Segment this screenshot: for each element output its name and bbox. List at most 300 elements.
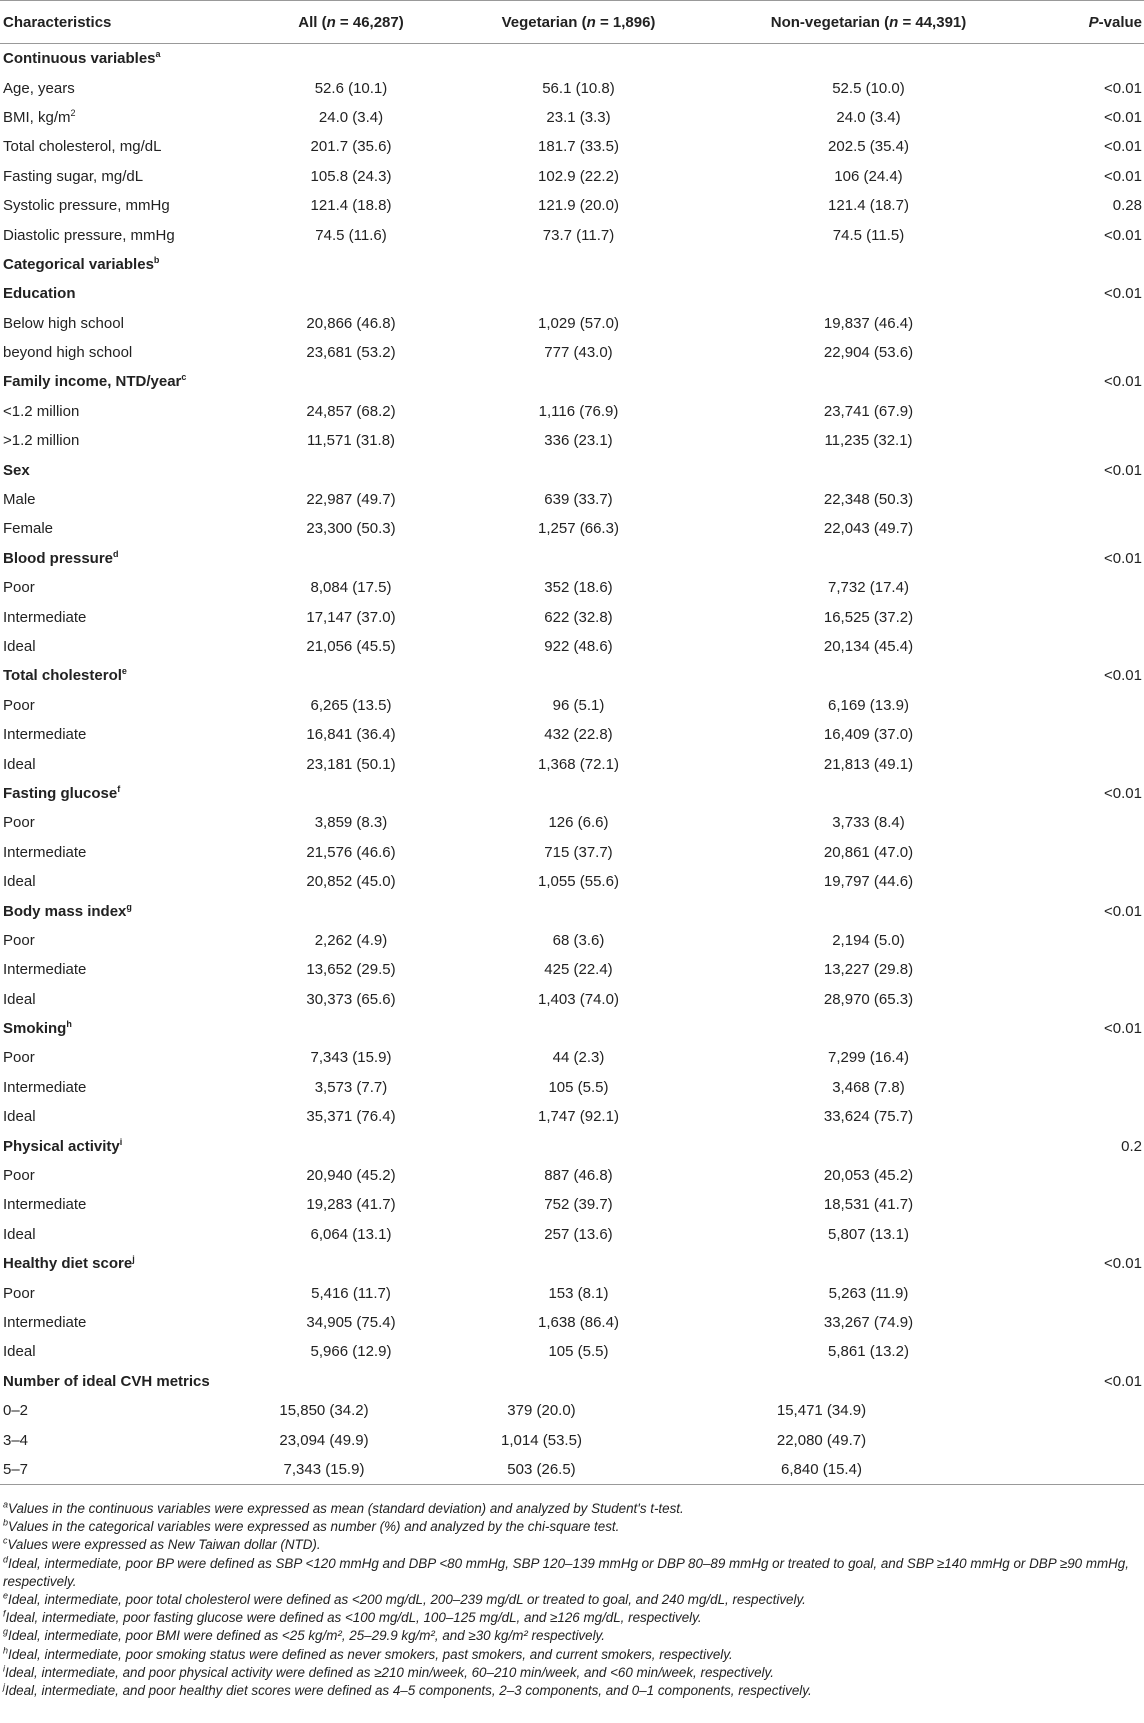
superscript-mark: j <box>132 1254 135 1265</box>
cell-p-value <box>1035 397 1144 426</box>
cell-all: 7,343 (15.9) <box>310 1049 392 1067</box>
cell-all: 11,571 (31.8) <box>306 432 396 450</box>
cell-vegetarian: 887 (46.8) <box>544 1167 613 1185</box>
table-row <box>0 632 1144 661</box>
cell-all: 22,987 (49.7) <box>306 491 396 509</box>
cell-vegetarian <box>455 455 705 484</box>
row-label <box>0 779 250 808</box>
table-row <box>0 838 1144 867</box>
cell-vegetarian: 1,747 (92.1) <box>538 1108 619 1126</box>
cell-non-vegetarian: 18,531 (41.7) <box>823 1196 914 1214</box>
footnote-text: Values in the categorical variables were expressed as number (%) and analyzed by the chi-square test. <box>8 1519 620 1535</box>
cell-all: 6,265 (13.5) <box>310 696 392 714</box>
cell-all <box>250 896 455 925</box>
superscript-mark: h <box>66 1019 72 1030</box>
table-row <box>0 1190 1144 1219</box>
cell-p-value <box>1035 1190 1144 1219</box>
group-header-row <box>0 896 1144 925</box>
cell-p-value: <0.01 <box>1104 667 1142 685</box>
cell-p-value <box>1035 838 1144 867</box>
cell-non-vegetarian: 22,904 (53.6) <box>823 344 914 362</box>
cell-vegetarian: 379 (20.0) <box>507 1402 576 1420</box>
cell-non-vegetarian: 28,970 (65.3) <box>823 990 914 1008</box>
cell-p-value: <0.01 <box>1104 226 1142 244</box>
cell-vegetarian: 181.7 (33.5) <box>538 138 619 156</box>
row-label <box>0 397 250 426</box>
superscript-mark: f <box>117 783 121 794</box>
cell-non-vegetarian <box>705 661 1035 690</box>
cell-vegetarian: 503 (26.5) <box>455 1455 705 1485</box>
cell-non-vegetarian: 3,468 (7.8) <box>832 1078 905 1096</box>
row-label <box>0 367 250 396</box>
cell-all: 3,573 (7.7) <box>314 1078 388 1096</box>
cell-p-value <box>1035 926 1144 955</box>
footnote <box>3 1664 1139 1682</box>
superscript-mark: i <box>119 1136 123 1147</box>
footnote-text: Ideal, intermediate, poor BP were defined as SBP <120 mmHg and DBP <80 mmHg, SBP 120–139 mmHg or DBP 80–89 mmHg or treated to goal, and SBP ≥140 mmHg or DBP ≥90 mmHg, respectively. <box>3 1555 1129 1589</box>
cell-vegetarian <box>455 1367 705 1396</box>
row-label-text: BMI, kg/m <box>3 108 71 126</box>
row-label-text: Below high school <box>3 314 124 332</box>
cell-non-vegetarian: 19,837 (46.4) <box>823 314 914 332</box>
cell-p-value <box>1035 691 1144 720</box>
row-label-text: 0–2 <box>3 1402 29 1420</box>
cell-all <box>250 1131 455 1160</box>
row-label <box>0 309 250 338</box>
row-label-text: Male <box>3 491 36 509</box>
table-row <box>0 1102 1144 1131</box>
cell-p-value: <0.01 <box>1104 902 1142 920</box>
cell-vegetarian: 352 (18.6) <box>544 579 613 597</box>
cell-vegetarian: 336 (23.1) <box>544 432 613 450</box>
group-header-row <box>0 455 1144 484</box>
row-label-text: Categorical variables <box>3 255 154 273</box>
cell-all: 24.0 (3.4) <box>318 108 384 126</box>
cell-non-vegetarian: 3,733 (8.4) <box>832 814 905 832</box>
cell-vegetarian <box>455 250 705 279</box>
row-label <box>0 955 250 984</box>
cell-non-vegetarian <box>705 896 1035 925</box>
cell-non-vegetarian: 21,813 (49.1) <box>823 755 914 773</box>
table-row <box>0 426 1144 455</box>
footnote-mark: i <box>3 1663 5 1674</box>
row-label <box>0 132 250 161</box>
cell-p-value <box>1035 514 1144 543</box>
table-row <box>0 720 1144 749</box>
table-row <box>0 867 1144 896</box>
cell-p-value <box>1035 1102 1144 1131</box>
cell-p-value: <0.01 <box>1104 1255 1142 1273</box>
cell-vegetarian: 1,257 (66.3) <box>538 520 619 538</box>
cell-vegetarian: 105 (5.5) <box>548 1078 609 1096</box>
row-label-text: Intermediate <box>3 961 87 979</box>
cell-all: 24,857 (68.2) <box>306 402 396 420</box>
cell-all: 5,416 (11.7) <box>311 1284 391 1302</box>
cell-non-vegetarian: 15,471 (34.9) <box>776 1402 867 1420</box>
row-label-text: 3–4 <box>3 1431 29 1449</box>
cell-vegetarian: 622 (32.8) <box>544 608 613 626</box>
cell-vegetarian: 639 (33.7) <box>544 491 613 509</box>
row-label-text: Smoking <box>3 1020 67 1038</box>
table-row <box>0 1308 1144 1337</box>
row-label-text: <1.2 million <box>3 402 80 420</box>
row-label-text: Intermediate <box>3 1196 87 1214</box>
row-label <box>0 1249 250 1278</box>
row-label-text: Ideal <box>3 1343 36 1361</box>
header-vegetarian: Vegetarian (n = 1,896) <box>455 1 705 44</box>
cell-non-vegetarian: 7,299 (16.4) <box>828 1049 909 1067</box>
cell-vegetarian: 1,368 (72.1) <box>538 755 619 773</box>
header-p-value: P-value <box>1035 1 1144 44</box>
row-label <box>0 1367 250 1396</box>
cell-all: 34,905 (75.4) <box>306 1313 396 1331</box>
row-label-text: Intermediate <box>3 1078 87 1096</box>
cell-all: 105.8 (24.3) <box>310 167 392 185</box>
cell-p-value <box>1035 867 1144 896</box>
group-header-row <box>0 1249 1144 1278</box>
cell-all: 21,056 (45.5) <box>306 638 396 655</box>
table-row <box>0 1220 1144 1249</box>
cell-vegetarian: 105 (5.5) <box>548 1343 609 1361</box>
header-row <box>0 1 1144 44</box>
cell-all <box>250 279 455 308</box>
table-row <box>0 573 1144 602</box>
row-label <box>0 250 250 279</box>
cell-vegetarian: 56.1 (10.8) <box>542 79 615 97</box>
footnote-mark: a <box>3 1499 9 1510</box>
row-label-text: Ideal <box>3 990 36 1008</box>
cell-non-vegetarian: 20,134 (45.4) <box>823 638 914 655</box>
row-label-text: Intermediate <box>3 1313 87 1331</box>
row-label-text: >1.2 million <box>3 432 80 450</box>
cell-p-value <box>1035 720 1144 749</box>
cell-non-vegetarian: 24.0 (3.4) <box>836 108 901 126</box>
cell-non-vegetarian: 5,807 (13.1) <box>828 1225 909 1243</box>
cell-p-value: <0.01 <box>1104 1020 1142 1038</box>
row-label <box>0 573 250 602</box>
footnote-mark: f <box>3 1608 6 1619</box>
row-label-text: Ideal <box>3 1108 36 1126</box>
cell-p-value <box>1035 44 1144 74</box>
row-label-text: Healthy diet score <box>3 1255 133 1273</box>
table-row <box>0 1337 1144 1366</box>
row-label <box>0 691 250 720</box>
footnote <box>3 1609 1139 1627</box>
cell-all: 201.7 (35.6) <box>310 138 392 156</box>
cell-all <box>250 661 455 690</box>
footnote-mark: b <box>3 1517 9 1528</box>
table-row <box>0 1396 1144 1425</box>
cell-vegetarian: 715 (37.7) <box>544 843 613 861</box>
table-row <box>0 1073 1144 1102</box>
table-body <box>0 44 1144 1485</box>
cell-all: 20,866 (46.8) <box>306 314 396 332</box>
footnote-text: Ideal, intermediate, and poor physical activity were defined as ≥210 min/week, 60–210 min/week, and <60 min/week, respectively. <box>5 1664 774 1680</box>
table-row <box>0 985 1144 1014</box>
cell-all <box>250 455 455 484</box>
row-label-text: Female <box>3 520 54 538</box>
cell-p-value <box>1035 1043 1144 1072</box>
cell-vegetarian <box>455 1249 705 1278</box>
cell-non-vegetarian <box>705 1249 1035 1278</box>
cell-non-vegetarian <box>705 44 1035 74</box>
footnote-text: Ideal, intermediate, poor smoking status were defined as never smokers, past smokers, and current smokers, respectively. <box>8 1646 733 1662</box>
cell-vegetarian <box>455 779 705 808</box>
cell-non-vegetarian: 13,227 (29.8) <box>823 961 914 979</box>
row-label-text: Ideal <box>3 755 36 773</box>
cell-vegetarian <box>455 896 705 925</box>
footnote <box>3 1591 1139 1609</box>
footnote-text: Values were expressed as New Taiwan dollar (NTD). <box>7 1537 321 1553</box>
cell-all <box>250 544 455 573</box>
cell-p-value <box>1035 309 1144 338</box>
cell-non-vegetarian <box>705 1367 1035 1396</box>
cell-all <box>250 44 455 74</box>
cell-vegetarian: 1,029 (57.0) <box>538 314 619 332</box>
cell-non-vegetarian: 16,525 (37.2) <box>823 608 914 626</box>
cell-non-vegetarian <box>705 367 1035 396</box>
cell-non-vegetarian: 121.4 (18.7) <box>828 197 909 215</box>
cell-all: 23,181 (50.1) <box>306 755 396 773</box>
row-label-text: Intermediate <box>3 843 87 861</box>
cell-p-value <box>1035 1278 1144 1307</box>
table-row <box>0 73 1144 102</box>
cell-all <box>250 1014 455 1043</box>
cell-p-value <box>1035 955 1144 984</box>
cell-p-value <box>1035 250 1144 279</box>
cell-vegetarian <box>455 1014 705 1043</box>
row-label-text: Total cholesterol, mg/dL <box>3 138 162 156</box>
cell-all <box>250 250 455 279</box>
cell-all: 23,681 (53.2) <box>306 344 396 362</box>
cell-all: 23,094 (49.9) <box>279 1431 369 1449</box>
cell-all: 35,371 (76.4) <box>306 1108 396 1126</box>
row-label <box>0 720 250 749</box>
cell-non-vegetarian: 202.5 (35.4) <box>828 138 909 156</box>
table-row <box>0 514 1144 543</box>
cell-p-value <box>1035 573 1144 602</box>
cell-non-vegetarian: 7,732 (17.4) <box>828 579 909 597</box>
cell-all: 121.4 (18.8) <box>310 197 392 215</box>
row-label-text: Intermediate <box>3 726 87 744</box>
header-all: All (n = 46,287) <box>250 1 455 44</box>
cell-p-value <box>1035 426 1144 455</box>
cell-non-vegetarian: 52.5 (10.0) <box>832 79 905 97</box>
row-label <box>0 867 250 896</box>
row-label <box>0 749 250 778</box>
table-row <box>0 485 1144 514</box>
cell-p-value: <0.01 <box>1104 549 1142 567</box>
cell-non-vegetarian <box>705 455 1035 484</box>
table-row <box>0 103 1144 132</box>
cell-vegetarian: 126 (6.6) <box>548 814 609 832</box>
cell-vegetarian: 257 (13.6) <box>544 1225 613 1243</box>
row-label <box>0 985 250 1014</box>
cell-all: 6,064 (13.1) <box>310 1225 392 1243</box>
cell-vegetarian: 777 (43.0) <box>544 344 613 362</box>
cell-all: 15,850 (34.2) <box>279 1402 369 1420</box>
cell-vegetarian <box>455 279 705 308</box>
cell-non-vegetarian: 20,861 (47.0) <box>823 843 914 861</box>
cell-p-value <box>1035 485 1144 514</box>
row-label-text: Blood pressure <box>3 549 114 567</box>
row-label <box>0 191 250 220</box>
cell-vegetarian: 102.9 (22.2) <box>538 167 619 185</box>
group-header-row <box>0 367 1144 396</box>
cell-non-vegetarian <box>705 250 1035 279</box>
row-label <box>0 1425 250 1454</box>
superscript-mark: 2 <box>70 107 76 118</box>
cell-vegetarian: 1,014 (53.5) <box>501 1431 582 1449</box>
row-label-text: Sex <box>3 461 30 479</box>
cell-vegetarian <box>455 544 705 573</box>
cell-vegetarian: 153 (8.1) <box>548 1284 609 1302</box>
row-label <box>0 1455 250 1485</box>
cell-p-value: <0.01 <box>1104 138 1142 156</box>
row-label <box>0 661 250 690</box>
cell-non-vegetarian: 22,080 (49.7) <box>776 1431 867 1449</box>
row-label <box>0 1161 250 1190</box>
cell-p-value: <0.01 <box>1104 1372 1142 1390</box>
cell-non-vegetarian: 22,348 (50.3) <box>823 491 914 509</box>
footnote-mark: e <box>3 1590 9 1601</box>
cell-p-value: <0.01 <box>1104 784 1142 802</box>
cell-non-vegetarian <box>705 279 1035 308</box>
cell-non-vegetarian: 33,624 (75.7) <box>823 1108 914 1126</box>
cell-all <box>250 1249 455 1278</box>
cell-all: 23,300 (50.3) <box>306 520 396 538</box>
cell-vegetarian: 1,638 (86.4) <box>538 1313 619 1331</box>
row-label <box>0 602 250 631</box>
cell-p-value: <0.01 <box>1104 167 1142 185</box>
cell-p-value: <0.01 <box>1104 461 1142 479</box>
footnote <box>3 1536 1139 1554</box>
row-label-text: Physical activity <box>3 1137 120 1155</box>
row-label-text: Poor <box>3 1049 35 1067</box>
cell-non-vegetarian: 23,741 (67.9) <box>823 402 914 420</box>
cell-non-vegetarian: 16,409 (37.0) <box>823 726 914 744</box>
row-label-text: Poor <box>3 1167 35 1185</box>
cell-vegetarian <box>455 661 705 690</box>
cell-p-value <box>1035 1396 1144 1425</box>
footnote-text: Ideal, intermediate, poor fasting glucose were defined as <100 mg/dL, 100–125 mg/dL, and ≥126 mg/dL, respectively. <box>5 1610 702 1626</box>
row-label <box>0 1043 250 1072</box>
cell-non-vegetarian: 33,267 (74.9) <box>823 1313 914 1331</box>
row-label <box>0 455 250 484</box>
superscript-mark: g <box>126 901 132 912</box>
header-characteristics: Characteristics <box>0 1 250 44</box>
row-label-text: Systolic pressure, mmHg <box>3 197 170 215</box>
row-label <box>0 279 250 308</box>
cell-vegetarian: 1,055 (55.6) <box>538 873 619 891</box>
row-label <box>0 1278 250 1307</box>
header-non-vegetarian: Non-vegetarian (n = 44,391) <box>705 1 1035 44</box>
cell-p-value <box>1035 1337 1144 1366</box>
row-label-text: Education <box>3 285 76 303</box>
table-row <box>0 749 1144 778</box>
row-label-text: Age, years <box>3 79 75 97</box>
cell-p-value <box>1035 338 1144 367</box>
group-header-row <box>0 779 1144 808</box>
table-row <box>0 220 1144 249</box>
table-row <box>0 132 1144 161</box>
row-label <box>0 1073 250 1102</box>
cell-p-value: 0.28 <box>1112 197 1142 215</box>
row-label <box>0 808 250 837</box>
cell-vegetarian: 96 (5.1) <box>552 696 605 714</box>
row-label <box>0 1102 250 1131</box>
footnote <box>3 1518 1139 1536</box>
cell-all: 17,147 (37.0) <box>306 608 396 626</box>
superscript-mark: b <box>153 254 160 265</box>
group-header-row <box>0 1014 1144 1043</box>
group-header-row <box>0 250 1144 279</box>
row-label <box>0 1190 250 1219</box>
row-label <box>0 896 250 925</box>
cell-all: 20,940 (45.2) <box>306 1167 396 1185</box>
row-label <box>0 1220 250 1249</box>
cell-non-vegetarian <box>705 1131 1035 1160</box>
cell-vegetarian <box>455 44 705 74</box>
cell-all: 2,262 (4.9) <box>314 931 388 949</box>
footnote-mark: g <box>3 1626 9 1637</box>
row-label-text: Fasting glucose <box>3 784 118 802</box>
footnote-text: Values in the continuous variables were expressed as mean (standard deviation) and analyzed by Student's t-test. <box>8 1501 684 1516</box>
table-row <box>0 1043 1144 1072</box>
row-label <box>0 426 250 455</box>
footnote <box>3 1627 1139 1645</box>
row-label-text: Total cholesterol <box>3 667 122 685</box>
cell-all: 21,576 (46.6) <box>306 843 396 861</box>
cell-all <box>250 1367 455 1396</box>
cell-p-value <box>1035 632 1144 661</box>
cell-p-value <box>1035 808 1144 837</box>
table-row <box>0 602 1144 631</box>
cell-non-vegetarian: 6,840 (15.4) <box>705 1455 1035 1485</box>
row-label-text: Ideal <box>3 638 36 655</box>
cell-vegetarian: 1,403 (74.0) <box>538 990 619 1008</box>
cell-all: 30,373 (65.6) <box>306 990 396 1008</box>
cell-non-vegetarian: 19,797 (44.6) <box>823 873 914 891</box>
footnote <box>3 1555 1139 1591</box>
cell-all: 5,966 (12.9) <box>310 1343 392 1361</box>
row-label <box>0 220 250 249</box>
row-label <box>0 926 250 955</box>
cell-p-value <box>1035 1455 1144 1485</box>
row-label-text: Diastolic pressure, mmHg <box>3 226 175 244</box>
table-row <box>0 338 1144 367</box>
row-label-text: Continuous variables <box>3 50 156 68</box>
row-label <box>0 44 250 74</box>
cell-p-value: 0.2 <box>1121 1137 1142 1155</box>
footnote-mark: h <box>3 1645 9 1656</box>
cell-all: 19,283 (41.7) <box>306 1196 396 1214</box>
cell-p-value <box>1035 1220 1144 1249</box>
table-row <box>0 1425 1144 1454</box>
cell-all: 20,852 (45.0) <box>306 873 396 891</box>
cell-non-vegetarian: 20,053 (45.2) <box>823 1167 914 1185</box>
group-header-row <box>0 544 1144 573</box>
row-label <box>0 1396 250 1425</box>
footnote-text: Ideal, intermediate, and poor healthy diet scores were defined as 4–5 components, 2–3 components, and 0–1 components, respectively. <box>5 1683 812 1699</box>
cell-all: 52.6 (10.1) <box>314 79 388 97</box>
footnote-mark: d <box>3 1554 9 1565</box>
row-label <box>0 73 250 102</box>
row-label-text: Poor <box>3 814 35 832</box>
row-label <box>0 632 250 661</box>
cell-vegetarian: 752 (39.7) <box>544 1196 613 1214</box>
table-row <box>0 808 1144 837</box>
